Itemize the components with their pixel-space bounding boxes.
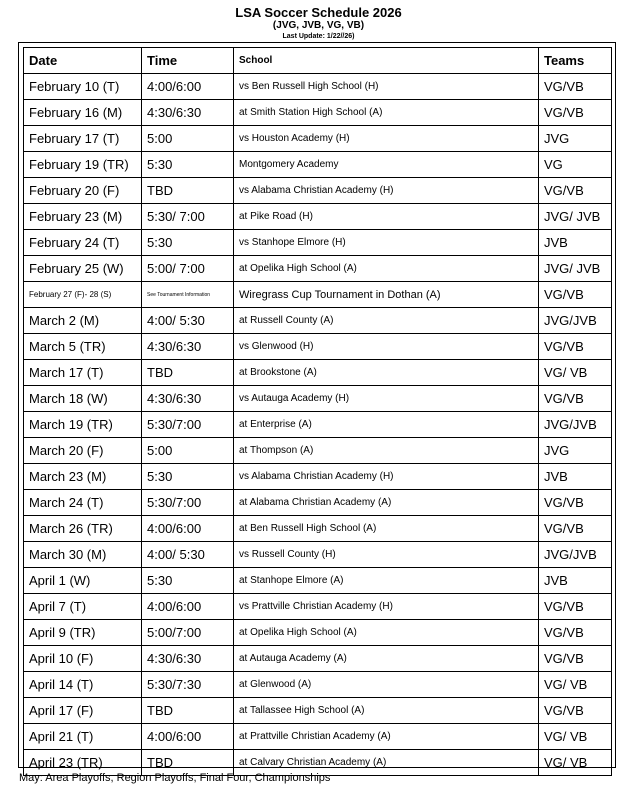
footer-note: May: Area Playoffs, Region Playoffs, Final Four, Championships bbox=[19, 772, 331, 784]
cell-teams: VG/VB bbox=[539, 698, 612, 724]
cell-time: 5:30/ 7:00 bbox=[142, 204, 234, 230]
table-row bbox=[24, 334, 612, 360]
cell-time: 4:00/ 5:30 bbox=[142, 542, 234, 568]
cell-date: April 10 (F) bbox=[24, 646, 142, 672]
column-header-date: Date bbox=[24, 48, 142, 74]
cell-teams: VG/VB bbox=[539, 646, 612, 672]
cell-date: March 23 (M) bbox=[24, 464, 142, 490]
table-row bbox=[24, 594, 612, 620]
cell-date: March 26 (TR) bbox=[24, 516, 142, 542]
schedule-frame bbox=[18, 42, 616, 768]
cell-date: April 1 (W) bbox=[24, 568, 142, 594]
cell-date: March 19 (TR) bbox=[24, 412, 142, 438]
table-row bbox=[24, 542, 612, 568]
cell-school: vs Alabama Christian Academy (H) bbox=[234, 464, 539, 490]
cell-time: 4:30/6:30 bbox=[142, 100, 234, 126]
cell-teams: VG/VB bbox=[539, 620, 612, 646]
table-row bbox=[24, 646, 612, 672]
table-row bbox=[24, 178, 612, 204]
cell-teams: JVB bbox=[539, 230, 612, 256]
table-row bbox=[24, 438, 612, 464]
table-row bbox=[24, 230, 612, 256]
cell-date: March 5 (TR) bbox=[24, 334, 142, 360]
cell-school: vs Houston Academy (H) bbox=[234, 126, 539, 152]
table-row bbox=[24, 672, 612, 698]
schedule-header bbox=[0, 0, 637, 42]
table-row bbox=[24, 386, 612, 412]
cell-school: at Stanhope Elmore (A) bbox=[234, 568, 539, 594]
table-row bbox=[24, 568, 612, 594]
cell-teams: JVB bbox=[539, 568, 612, 594]
cell-date: April 9 (TR) bbox=[24, 620, 142, 646]
cell-time: 4:30/6:30 bbox=[142, 334, 234, 360]
cell-date: March 24 (T) bbox=[24, 490, 142, 516]
cell-date: February 16 (M) bbox=[24, 100, 142, 126]
cell-school: vs Alabama Christian Academy (H) bbox=[234, 178, 539, 204]
cell-time: TBD bbox=[142, 698, 234, 724]
cell-school: at Ben Russell High School (A) bbox=[234, 516, 539, 542]
cell-date: February 20 (F) bbox=[24, 178, 142, 204]
cell-date: March 30 (M) bbox=[24, 542, 142, 568]
table-row bbox=[24, 464, 612, 490]
cell-date: April 21 (T) bbox=[24, 724, 142, 750]
table-row bbox=[24, 620, 612, 646]
cell-teams: VG/ VB bbox=[539, 724, 612, 750]
cell-date: February 10 (T) bbox=[24, 74, 142, 100]
cell-time: TBD bbox=[142, 360, 234, 386]
cell-teams: VG/VB bbox=[539, 516, 612, 542]
cell-school: vs Autauga Academy (H) bbox=[234, 386, 539, 412]
table-row bbox=[24, 126, 612, 152]
table-row bbox=[24, 360, 612, 386]
cell-time: 5:00 bbox=[142, 438, 234, 464]
cell-time: 5:30 bbox=[142, 464, 234, 490]
cell-teams: JVG/ JVB bbox=[539, 256, 612, 282]
cell-teams: VG/ VB bbox=[539, 672, 612, 698]
cell-time: 5:30 bbox=[142, 230, 234, 256]
cell-teams: VG/VB bbox=[539, 100, 612, 126]
last-update: Last Update: 1/22//26) bbox=[282, 33, 355, 40]
cell-time: 5:30 bbox=[142, 568, 234, 594]
page-subtitle: (JVG, JVB, VG, VB) bbox=[272, 20, 365, 31]
cell-teams: VG/VB bbox=[539, 386, 612, 412]
schedule-table bbox=[23, 47, 612, 776]
cell-time: 5:30/7:30 bbox=[142, 672, 234, 698]
cell-date: April 7 (T) bbox=[24, 594, 142, 620]
cell-teams: VG/VB bbox=[539, 74, 612, 100]
cell-time: 4:00/6:00 bbox=[142, 724, 234, 750]
cell-teams: VG/VB bbox=[539, 178, 612, 204]
cell-time: 4:00/ 5:30 bbox=[142, 308, 234, 334]
cell-teams: JVG bbox=[539, 438, 612, 464]
cell-teams: VG/ VB bbox=[539, 750, 612, 776]
cell-teams: VG/VB bbox=[539, 594, 612, 620]
cell-school: vs Stanhope Elmore (H) bbox=[234, 230, 539, 256]
cell-school: at Autauga Academy (A) bbox=[234, 646, 539, 672]
cell-school: at Enterprise (A) bbox=[234, 412, 539, 438]
cell-time: 4:30/6:30 bbox=[142, 646, 234, 672]
table-row bbox=[24, 152, 612, 178]
cell-teams: VG/VB bbox=[539, 282, 612, 308]
cell-date: February 27 (F)- 28 (S) bbox=[24, 282, 142, 308]
column-header-time: Time bbox=[142, 48, 234, 74]
cell-time: 5:00/7:00 bbox=[142, 620, 234, 646]
cell-school: at Pike Road (H) bbox=[234, 204, 539, 230]
cell-school: at Opelika High School (A) bbox=[234, 620, 539, 646]
page-title: LSA Soccer Schedule 2026 bbox=[235, 5, 402, 20]
cell-time: 5:30/7:00 bbox=[142, 412, 234, 438]
cell-school: at Prattville Christian Academy (A) bbox=[234, 724, 539, 750]
cell-school: at Smith Station High School (A) bbox=[234, 100, 539, 126]
cell-teams: JVG/ JVB bbox=[539, 204, 612, 230]
cell-school: vs Russell County (H) bbox=[234, 542, 539, 568]
cell-teams: VG/VB bbox=[539, 334, 612, 360]
cell-school: vs Prattville Christian Academy (H) bbox=[234, 594, 539, 620]
cell-time: TBD bbox=[142, 178, 234, 204]
cell-time: 5:30/7:00 bbox=[142, 490, 234, 516]
cell-teams: JVG/JVB bbox=[539, 542, 612, 568]
cell-date: February 19 (TR) bbox=[24, 152, 142, 178]
cell-date: April 23 (TR) bbox=[24, 750, 142, 776]
cell-date: April 17 (F) bbox=[24, 698, 142, 724]
cell-school: at Calvary Christian Academy (A) bbox=[234, 750, 539, 776]
cell-teams: JVG bbox=[539, 126, 612, 152]
table-header-row bbox=[24, 48, 612, 74]
cell-teams: JVB bbox=[539, 464, 612, 490]
cell-school: at Glenwood (A) bbox=[234, 672, 539, 698]
table-row bbox=[24, 490, 612, 516]
cell-school: at Thompson (A) bbox=[234, 438, 539, 464]
cell-date: March 17 (T) bbox=[24, 360, 142, 386]
cell-time: 4:30/6:30 bbox=[142, 386, 234, 412]
cell-date: March 18 (W) bbox=[24, 386, 142, 412]
cell-school: at Alabama Christian Academy (A) bbox=[234, 490, 539, 516]
cell-teams: VG bbox=[539, 152, 612, 178]
cell-school: at Opelika High School (A) bbox=[234, 256, 539, 282]
cell-date: February 24 (T) bbox=[24, 230, 142, 256]
cell-school: vs Glenwood (H) bbox=[234, 334, 539, 360]
table-row bbox=[24, 74, 612, 100]
cell-time: 5:00/ 7:00 bbox=[142, 256, 234, 282]
cell-time: 5:30 bbox=[142, 152, 234, 178]
cell-teams: VG/VB bbox=[539, 490, 612, 516]
cell-date: March 2 (M) bbox=[24, 308, 142, 334]
cell-school: Wiregrass Cup Tournament in Dothan (A) bbox=[234, 282, 539, 308]
cell-time: 4:00/6:00 bbox=[142, 594, 234, 620]
cell-teams: JVG/JVB bbox=[539, 412, 612, 438]
table-row bbox=[24, 308, 612, 334]
table-row bbox=[24, 412, 612, 438]
cell-date: February 25 (W) bbox=[24, 256, 142, 282]
cell-school: at Tallassee High School (A) bbox=[234, 698, 539, 724]
cell-school: Montgomery Academy bbox=[234, 152, 539, 178]
table-row bbox=[24, 724, 612, 750]
cell-time: TBD bbox=[142, 750, 234, 776]
table-row bbox=[24, 516, 612, 542]
cell-date: February 17 (T) bbox=[24, 126, 142, 152]
cell-school: at Brookstone (A) bbox=[234, 360, 539, 386]
cell-school: at Russell County (A) bbox=[234, 308, 539, 334]
cell-school: vs Ben Russell High School (H) bbox=[234, 74, 539, 100]
cell-teams: VG/ VB bbox=[539, 360, 612, 386]
cell-time: 4:00/6:00 bbox=[142, 74, 234, 100]
schedule-rows bbox=[24, 74, 612, 776]
column-header-school: School bbox=[234, 48, 539, 74]
cell-date: February 23 (M) bbox=[24, 204, 142, 230]
cell-date: April 14 (T) bbox=[24, 672, 142, 698]
cell-time: 5:00 bbox=[142, 126, 234, 152]
cell-time: See Tournament Information bbox=[142, 282, 234, 308]
table-row bbox=[24, 698, 612, 724]
cell-date: March 20 (F) bbox=[24, 438, 142, 464]
table-row bbox=[24, 100, 612, 126]
cell-teams: JVG/JVB bbox=[539, 308, 612, 334]
cell-time: 4:00/6:00 bbox=[142, 516, 234, 542]
column-header-teams: Teams bbox=[539, 48, 612, 74]
table-row bbox=[24, 282, 612, 308]
table-row bbox=[24, 204, 612, 230]
table-row bbox=[24, 256, 612, 282]
